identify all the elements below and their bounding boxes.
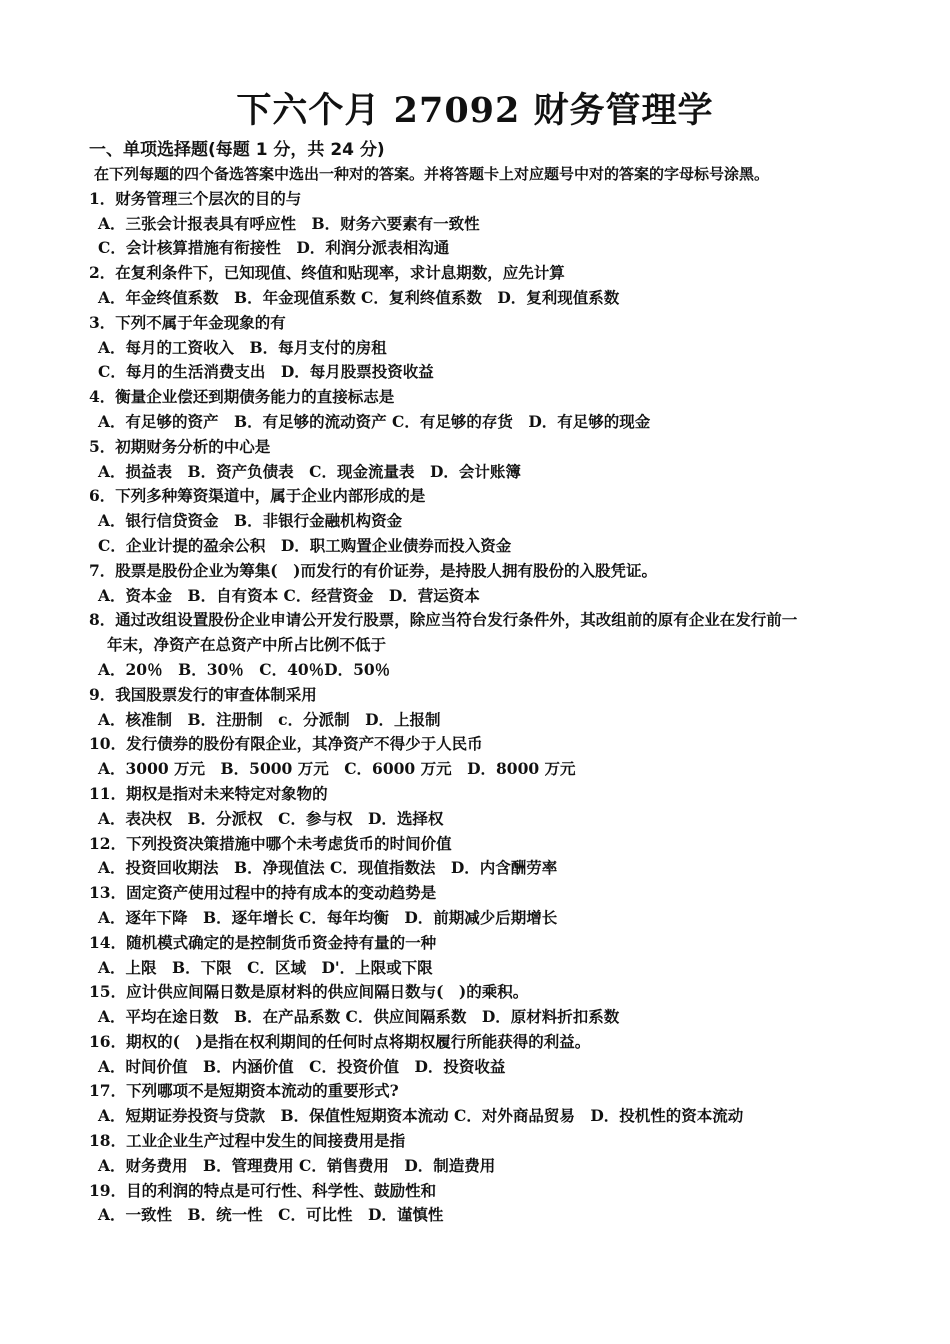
answer-options: C．企业计提的盈余公积 D．职工购置企业债券而投入资金 [98,535,512,555]
answer-options: A．时间价值 B．内涵价值 C．投资价值 D．投资收益 [98,1056,506,1076]
answer-options: A．20％ B．30％ C．40％D．50％ [98,659,391,679]
question-stem: 8．通过改组设置股份企业申请公开发行股票，除应当符台发行条件外，其改组前的原有企业在发行前一 [89,610,798,630]
question-stem: 2．在复利条件下，已知现值、终值和贴现率，求计息期数，应先计算 [89,263,565,283]
question-stem-continued: 年末，净资产在总资产中所占比例不低于 [107,635,387,655]
answer-options: A．上限 B．下限 C．区域 D'．上限或下限 [98,957,433,977]
question-stem: 4．衡量企业偿还到期债务能力的直接标志是 [89,387,395,407]
document-title: 下六个月 27092 财务管理学 [236,90,714,131]
question-stem: 14．随机模式确定的是控制货币资金持有量的一种 [89,932,437,952]
answer-options: A．逐年下降 B．逐年增长 C．每年均衡 D．前期减少后期增长 [98,907,558,927]
question-stem: 1．财务管理三个层次的目的与 [89,188,302,208]
answer-options: A．平均在途日数 B．在产品系数 C．供应间隔系数 D．原材料折扣系数 [98,1007,620,1027]
section-heading: 一、单项选择题(每题 1 分，共 24 分) [89,140,385,160]
question-stem: 3．下列不属于年金现象的有 [89,312,286,332]
question-stem: 11．期权是指对未来特定对象物的 [89,783,328,803]
instruction-text: 在下列每题的四个备选答案中选出一种对的答案。并将答题卡上对应题号中对的答案的字母标号涂黑。 [94,165,770,183]
question-stem: 16．期权的( )是指在权利期间的任何时点将期权履行所能获得的利益。 [89,1031,591,1051]
answer-options: A．损益表 B．资产负债表 C．现金流量表 D．会计账簿 [98,461,521,481]
question-stem: 9．我国股票发行的审查体制采用 [89,684,317,704]
question-stem: 6．下列多种筹资渠道中，属于企业内部形成的是 [89,486,426,506]
answer-options: A．银行信贷资金 B．非银行金融机构资金 [98,511,403,531]
answer-options: A．有足够的资产 B．有足够的流动资产 C．有足够的存货 D．有足够的现金 [98,411,651,431]
question-stem: 7．股票是股份企业为筹集( )而发行的有价证券，是持股人拥有股份的入股凭证。 [89,560,657,580]
answer-options: A．三张会计报表具有呼应性 B．财务六要素有一致性 [98,213,480,233]
answer-options: C．会计核算措施有衔接性 D．利润分派表相沟通 [98,238,450,258]
answer-options: C．每月的生活消费支出 D．每月股票投资收益 [98,362,434,382]
answer-options: A．财务费用 B．管理费用 C．销售费用 D．制造费用 [98,1155,496,1175]
question-stem: 13．固定资产使用过程中的持有成本的变动趋势是 [89,883,437,903]
answer-options: A．年金终值系数 B．年金现值系数 C．复利终值系数 D．复利现值系数 [98,287,620,307]
answer-options: A．资本金 B．自有资本 C．经营资金 D．营运资本 [98,585,480,605]
question-stem: 17．下列哪项不是短期资本流动的重要形式? [89,1081,399,1101]
answer-options: A．每月的工资收入 B．每月支付的房租 [98,337,387,357]
answer-options: A．投资回收期法 B．净现值法 C．现值指数法 D．内含酬劳率 [98,858,558,878]
question-stem: 19．目的利润的特点是可行性、科学性、鼓励性和 [89,1180,437,1200]
question-stem: 18．工业企业生产过程中发生的间接费用是指 [89,1131,406,1151]
answer-options: A．表决权 B．分派权 C．参与权 D．选择权 [98,808,444,828]
question-list [89,162,869,1228]
answer-options: A．核准制 B．注册制 c．分派制 D．上报制 [98,709,441,729]
question-stem: 15．应计供应间隔日数是原材料的供应间隔日数与( )的乘积。 [89,982,529,1002]
question-stem: 10．发行债券的股份有限企业，其净资产不得少于人民币 [89,734,483,754]
answer-options: A．3000 万元 B．5000 万元 C．6000 万元 D．8000 万元 [98,759,576,779]
question-stem: 12．下列投资决策措施中哪个未考虑货币的时间价值 [89,833,452,853]
answer-options: A．一致性 B．统一性 C．可比性 D．谨慎性 [98,1205,444,1225]
answer-options: A．短期证券投资与贷款 B．保值性短期资本流动 C．对外商品贸易 D．投机性的资本流动 [98,1106,744,1126]
question-stem: 5．初期财务分析的中心是 [89,436,271,456]
